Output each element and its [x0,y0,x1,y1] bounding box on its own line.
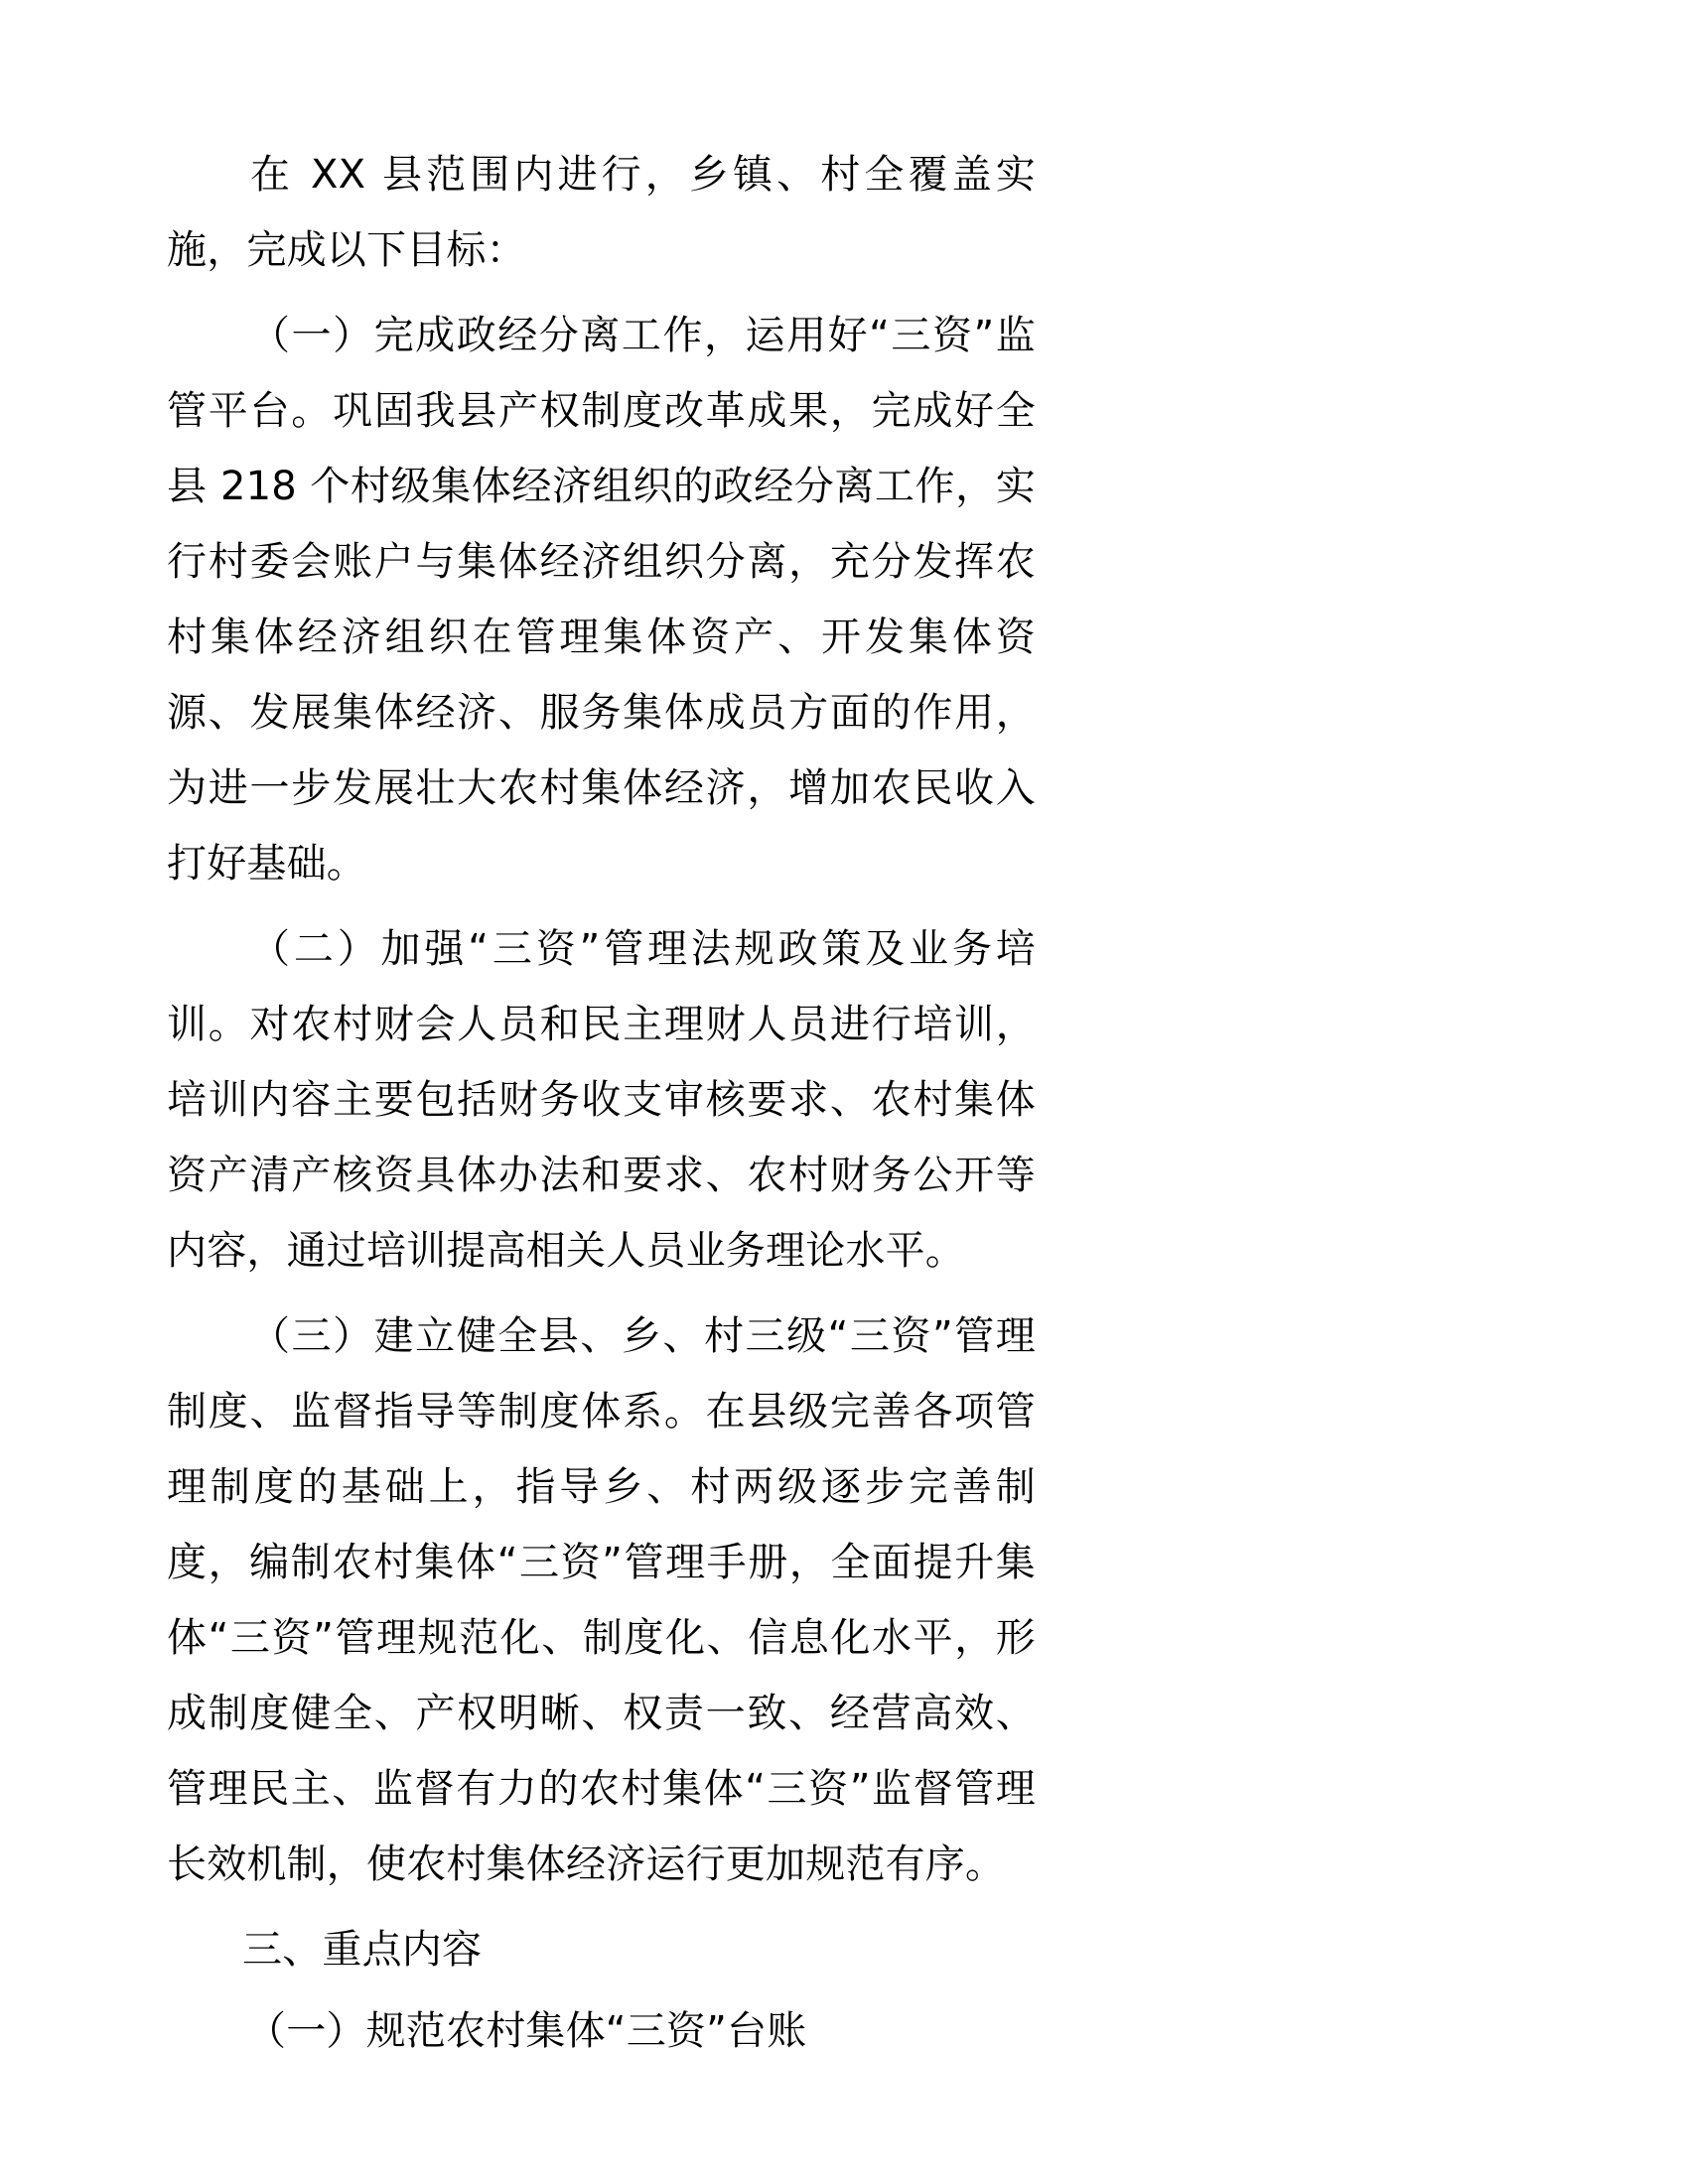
subheading-section-three-item-one: （一）规范农村集体“三资”台账 [246,2008,807,2054]
paragraph-item-one: （一）完成政经分离工作，运用好“三资”监管平台。巩固我县产权制度改革成果，完成好全县 218 个村级集体经济组织的政经分离工作，实行村委会账户与集体经济组织分离，充分发挥农村集体经济组织在管理集体资产、开发集体资源、发展集体经济、服务集体成员方面的作用，为进一步发展壮大农村集体经济，增加农民收入打好基础。 [167,313,1036,887]
paragraph-spacer [167,288,1036,298]
paragraph-spacer [167,901,1036,911]
paragraph-scope-goal: 在 XX 县范围内进行，乡镇、村全覆盖实施，完成以下目标： [167,152,1036,273]
document-text-column [167,137,1036,2069]
paragraph-spacer [167,1289,1036,1298]
paragraph-spacer [167,1902,1036,1912]
heading-section-three: 三、重点内容 [242,1927,483,1973]
paragraph-item-three: （三）建立健全县、乡、村三级“三资”管理制度、监督指导等制度体系。在县级完善各项管理制度的基础上，指导乡、村两级逐步完善制度，编制农村集体“三资”管理手册，全面提升集体“三资”管理规范化、制度化、信息化水平，形成制度健全、产权明晰、权责一致、经营高效、管理民主、监督有力的农村集体“三资”监督管理长效机制，使农村集体经济运行更加规范有序。 [167,1313,1036,1887]
paragraph-item-two: （二）加强“三资”管理法规政策及业务培训。对农村财会人员和民主理财人员进行培训，培训内容主要包括财务收支审核要求、农村集体资产清产核资具体办法和要求、农村财务公开等内容，通过培训提高相关人员业务理论水平。 [167,926,1036,1274]
